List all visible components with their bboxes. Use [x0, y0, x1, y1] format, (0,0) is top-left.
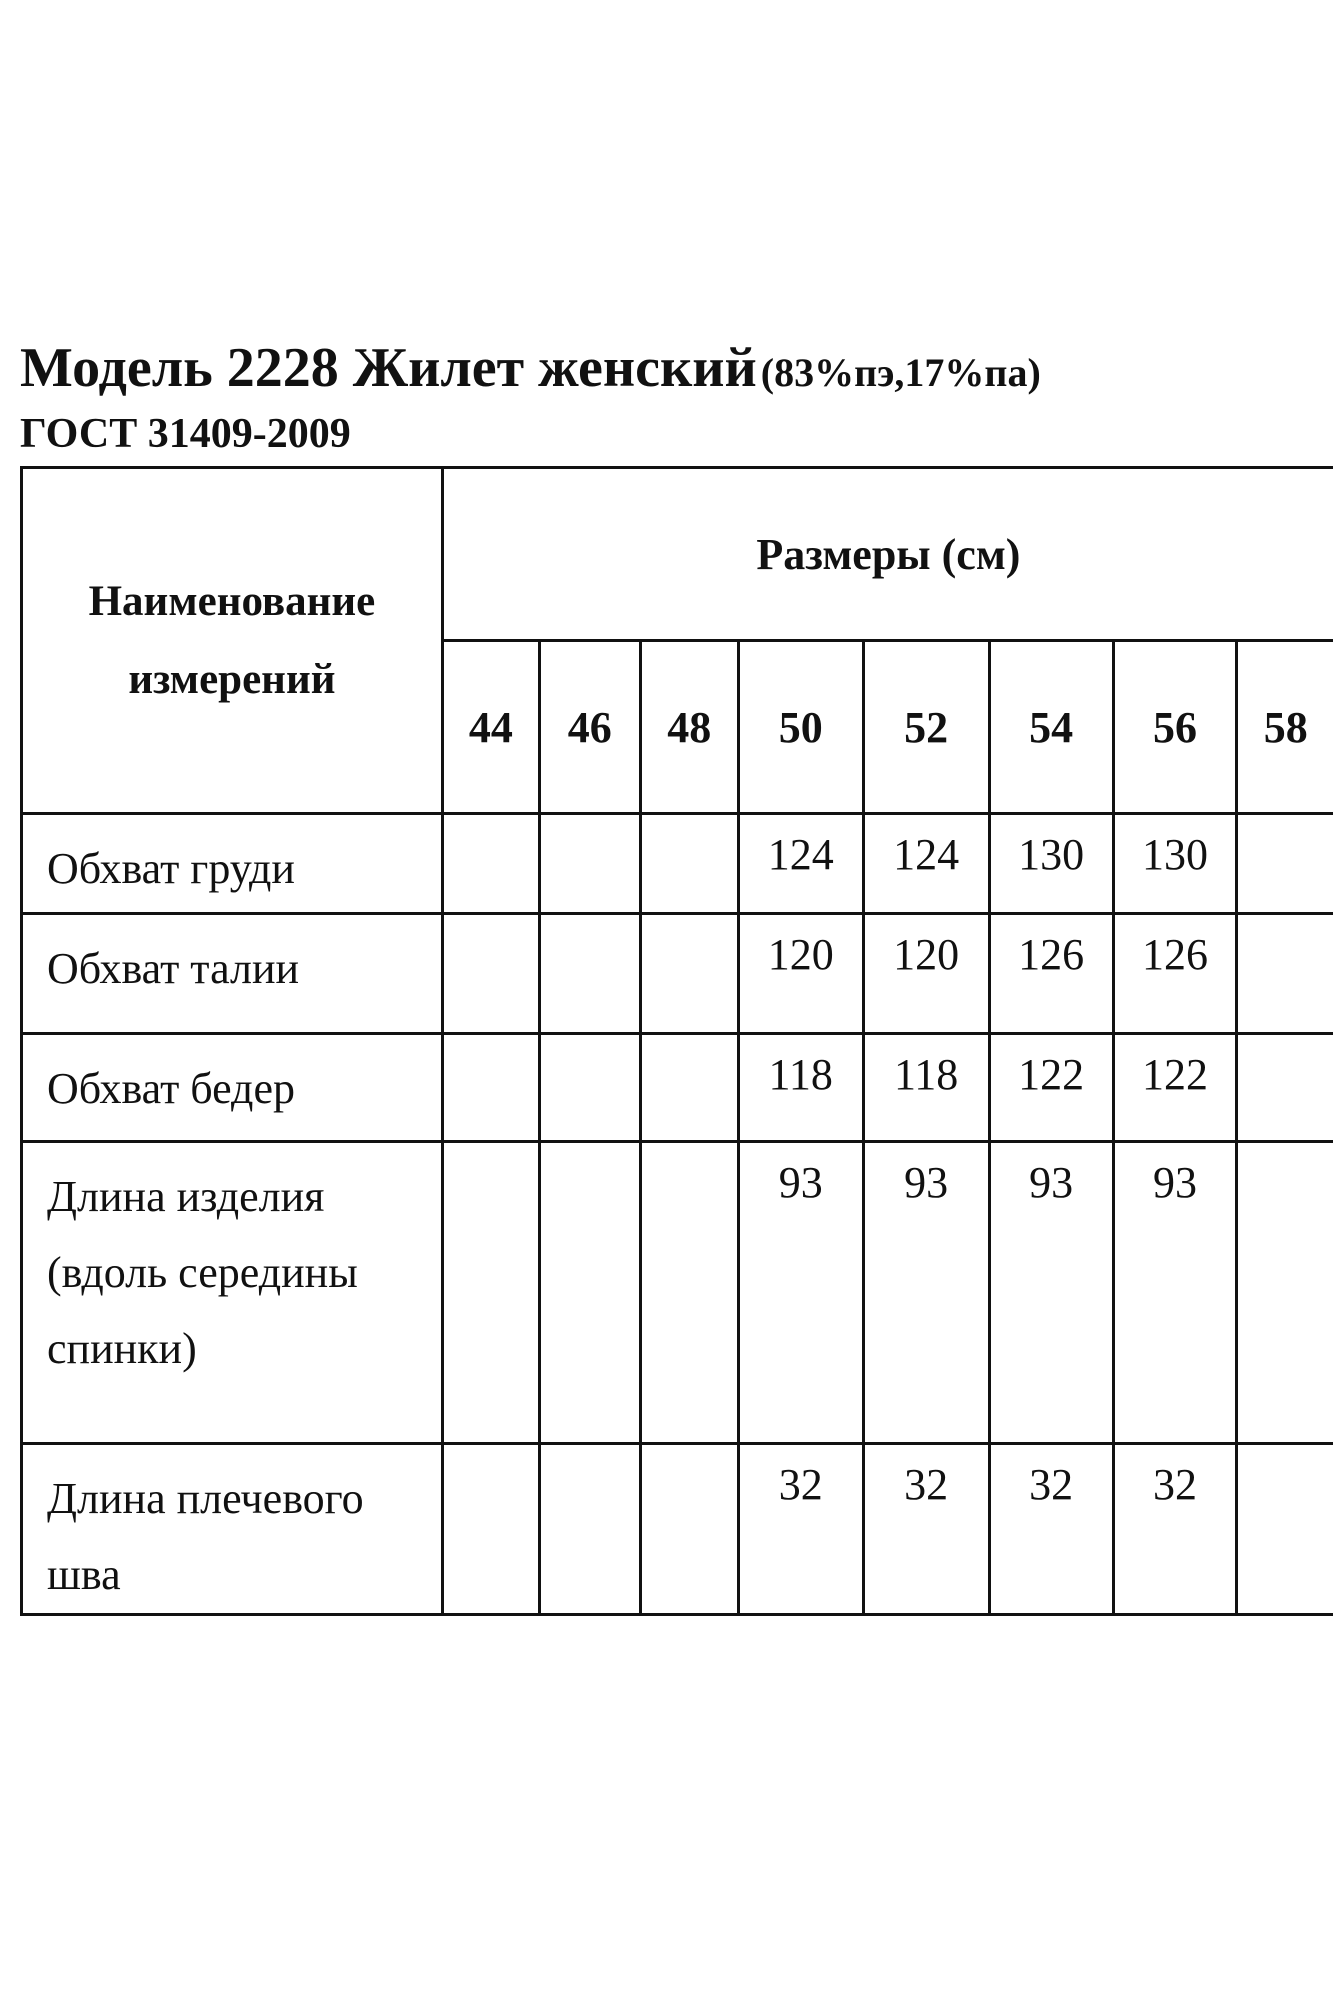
measurement-value: 93 [989, 1142, 1113, 1444]
size-header-cell: 54 [989, 641, 1113, 814]
size-header-cell: 48 [640, 641, 738, 814]
measurement-name-header: Наименование измерений [22, 468, 443, 814]
document-title [20, 336, 1041, 400]
sizes-group-header: Размеры (см) [442, 468, 1333, 641]
size-header-cell: 52 [863, 641, 989, 814]
measurement-value: 130 [989, 814, 1113, 914]
measurement-value [442, 1034, 539, 1142]
measurement-value: 124 [738, 814, 863, 914]
table-row [22, 914, 1333, 1034]
measurement-value [640, 814, 738, 914]
measurement-value [640, 1034, 738, 1142]
measurement-value [442, 1142, 539, 1444]
measurement-value [442, 1444, 539, 1615]
measurement-value [442, 814, 539, 914]
measurement-value: 126 [1113, 914, 1237, 1034]
size-table [20, 466, 1333, 1616]
measurement-value: 118 [863, 1034, 989, 1142]
size-header-cell: 44 [442, 641, 539, 814]
measurement-value: 93 [1113, 1142, 1237, 1444]
size-header-cell: 56 [1113, 641, 1237, 814]
measurement-value [1237, 1142, 1333, 1444]
table-row [22, 1034, 1333, 1142]
measurement-value: 118 [738, 1034, 863, 1142]
table-row [22, 1444, 1333, 1615]
measurement-value: 130 [1113, 814, 1237, 914]
measurement-label: Обхват груди [22, 814, 443, 914]
measurement-label: Длина изделия (вдоль середины спинки) [22, 1142, 443, 1444]
size-header-cell: 46 [539, 641, 640, 814]
measurement-label: Обхват талии [22, 914, 443, 1034]
measurement-value [640, 1142, 738, 1444]
measurement-value [1237, 1444, 1333, 1615]
measurement-value: 122 [1113, 1034, 1237, 1142]
size-header-cell: 58 [1237, 641, 1333, 814]
measurement-value: 120 [863, 914, 989, 1034]
measurement-value: 93 [863, 1142, 989, 1444]
measurement-value [539, 814, 640, 914]
measurement-value: 32 [738, 1444, 863, 1615]
standard-code: ГОСТ 31409-2009 [20, 411, 351, 457]
measurement-value [1237, 914, 1333, 1034]
measurement-value: 122 [989, 1034, 1113, 1142]
measurement-value [539, 1142, 640, 1444]
size-header-cell: 50 [738, 641, 863, 814]
measurement-value [539, 914, 640, 1034]
measurement-value: 32 [863, 1444, 989, 1615]
measurement-value: 32 [989, 1444, 1113, 1615]
fabric-composition: (83%пэ,17%па) [760, 350, 1041, 395]
measurement-value [539, 1034, 640, 1142]
measurement-value: 124 [863, 814, 989, 914]
measurement-label: Длина плечевого шва [22, 1444, 443, 1615]
measurement-value [442, 914, 539, 1034]
measurement-value: 93 [738, 1142, 863, 1444]
measurement-value [1237, 1034, 1333, 1142]
model-title: Модель 2228 Жилет женский [20, 337, 757, 399]
table-body [22, 814, 1333, 1615]
measurement-label: Обхват бедер [22, 1034, 443, 1142]
table-row [22, 1142, 1333, 1444]
measurement-value: 120 [738, 914, 863, 1034]
table-row [22, 814, 1333, 914]
measurement-value [640, 914, 738, 1034]
measurement-value [539, 1444, 640, 1615]
measurement-value: 126 [989, 914, 1113, 1034]
measurement-value [640, 1444, 738, 1615]
measurement-value [1237, 814, 1333, 914]
measurement-value: 32 [1113, 1444, 1237, 1615]
